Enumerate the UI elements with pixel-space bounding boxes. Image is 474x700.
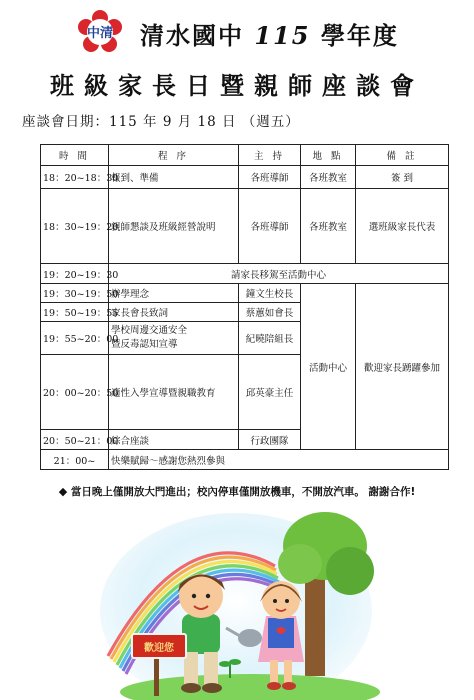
program-line-2: 暨反毒認知宣導 — [111, 339, 178, 350]
school-year: 115 — [254, 21, 311, 50]
host-cell: 各班導師 — [239, 166, 301, 189]
time-cell: 19：20~19：30 — [41, 264, 109, 284]
host-cell: 紀曉陪組長 — [239, 322, 301, 355]
program-cell: 報到、準備 — [109, 166, 239, 189]
parking-notice — [0, 484, 474, 499]
program-cell: 適性入學宣導暨親職教育 — [109, 355, 239, 430]
table-row — [41, 450, 449, 470]
program-cell: 綜合座談 — [109, 430, 239, 450]
table-row — [41, 189, 449, 264]
host-cell: 鐘文生校長 — [239, 284, 301, 303]
table-row — [41, 264, 449, 284]
meeting-date: 座談會日期：115 年 9 月 18 日 （週五） — [22, 114, 300, 130]
note-cell: 簽 到 — [356, 166, 449, 189]
table-row — [41, 166, 449, 189]
time-cell: 19：30~19：50 — [41, 284, 109, 303]
host-cell: 各班導師 — [239, 189, 301, 264]
program-cell: 親師懇談及班級經營說明 — [109, 189, 239, 264]
table-header-row — [41, 145, 449, 166]
table-row — [41, 284, 449, 303]
column-header: 地 點 — [301, 145, 356, 166]
closing-cell: 快樂賦歸～感謝您熱烈參與 — [109, 450, 449, 470]
welcome-sign-text: 歡迎您 — [144, 643, 174, 654]
time-cell: 20：00~20：50 — [41, 355, 109, 430]
column-header: 時 間 — [41, 145, 109, 166]
time-cell: 20：50~21：00 — [41, 430, 109, 450]
host-cell: 行政團隊 — [239, 430, 301, 450]
page-title — [140, 16, 399, 51]
place-cell-merged: 活動中心 — [301, 284, 356, 450]
logo-text: 中清 — [86, 26, 114, 41]
time-cell: 19：55~20：00 — [41, 322, 109, 355]
program-cell: 家長會長致詞 — [109, 303, 239, 322]
program-cell: 辦學理念 — [109, 284, 239, 303]
time-cell: 21：00~ — [41, 450, 109, 470]
note-cell: 選班級家長代表 — [356, 189, 449, 264]
header — [0, 0, 474, 100]
place-cell: 各班教室 — [301, 166, 356, 189]
school-name: 清水國中 — [140, 21, 244, 50]
schedule-table — [40, 144, 449, 470]
host-cell: 邱英豪主任 — [239, 355, 301, 430]
column-header: 備 註 — [356, 145, 449, 166]
time-cell: 19：50~19：55 — [41, 303, 109, 322]
relocate-notice-cell: 請家長移駕至活動中心 — [109, 264, 449, 284]
parking-notice-text: 當日晚上僅開放大門進出；校內停車僅開放機車，不開放汽車。 謝謝合作! — [70, 486, 416, 498]
welcome-illustration — [100, 506, 372, 700]
host-cell: 蔡蕙如會長 — [239, 303, 301, 322]
program-line-1: 學校周邊交通安全 — [111, 325, 188, 336]
column-header: 程 序 — [109, 145, 239, 166]
note-cell-merged: 歡迎家長踴躍參加 — [356, 284, 449, 450]
school-year-suffix: 學年度 — [320, 21, 399, 50]
time-cell: 18：30~19：20 — [41, 189, 109, 264]
place-cell: 各班教室 — [301, 189, 356, 264]
time-cell: 18：20~18：30 — [41, 166, 109, 189]
school-logo-icon — [78, 10, 122, 54]
program-cell — [109, 322, 239, 355]
column-header: 主 持 — [239, 145, 301, 166]
event-title: 班級家長日暨親師座談會 — [50, 71, 424, 100]
diamond-bullet-icon: ◆ — [58, 485, 68, 498]
